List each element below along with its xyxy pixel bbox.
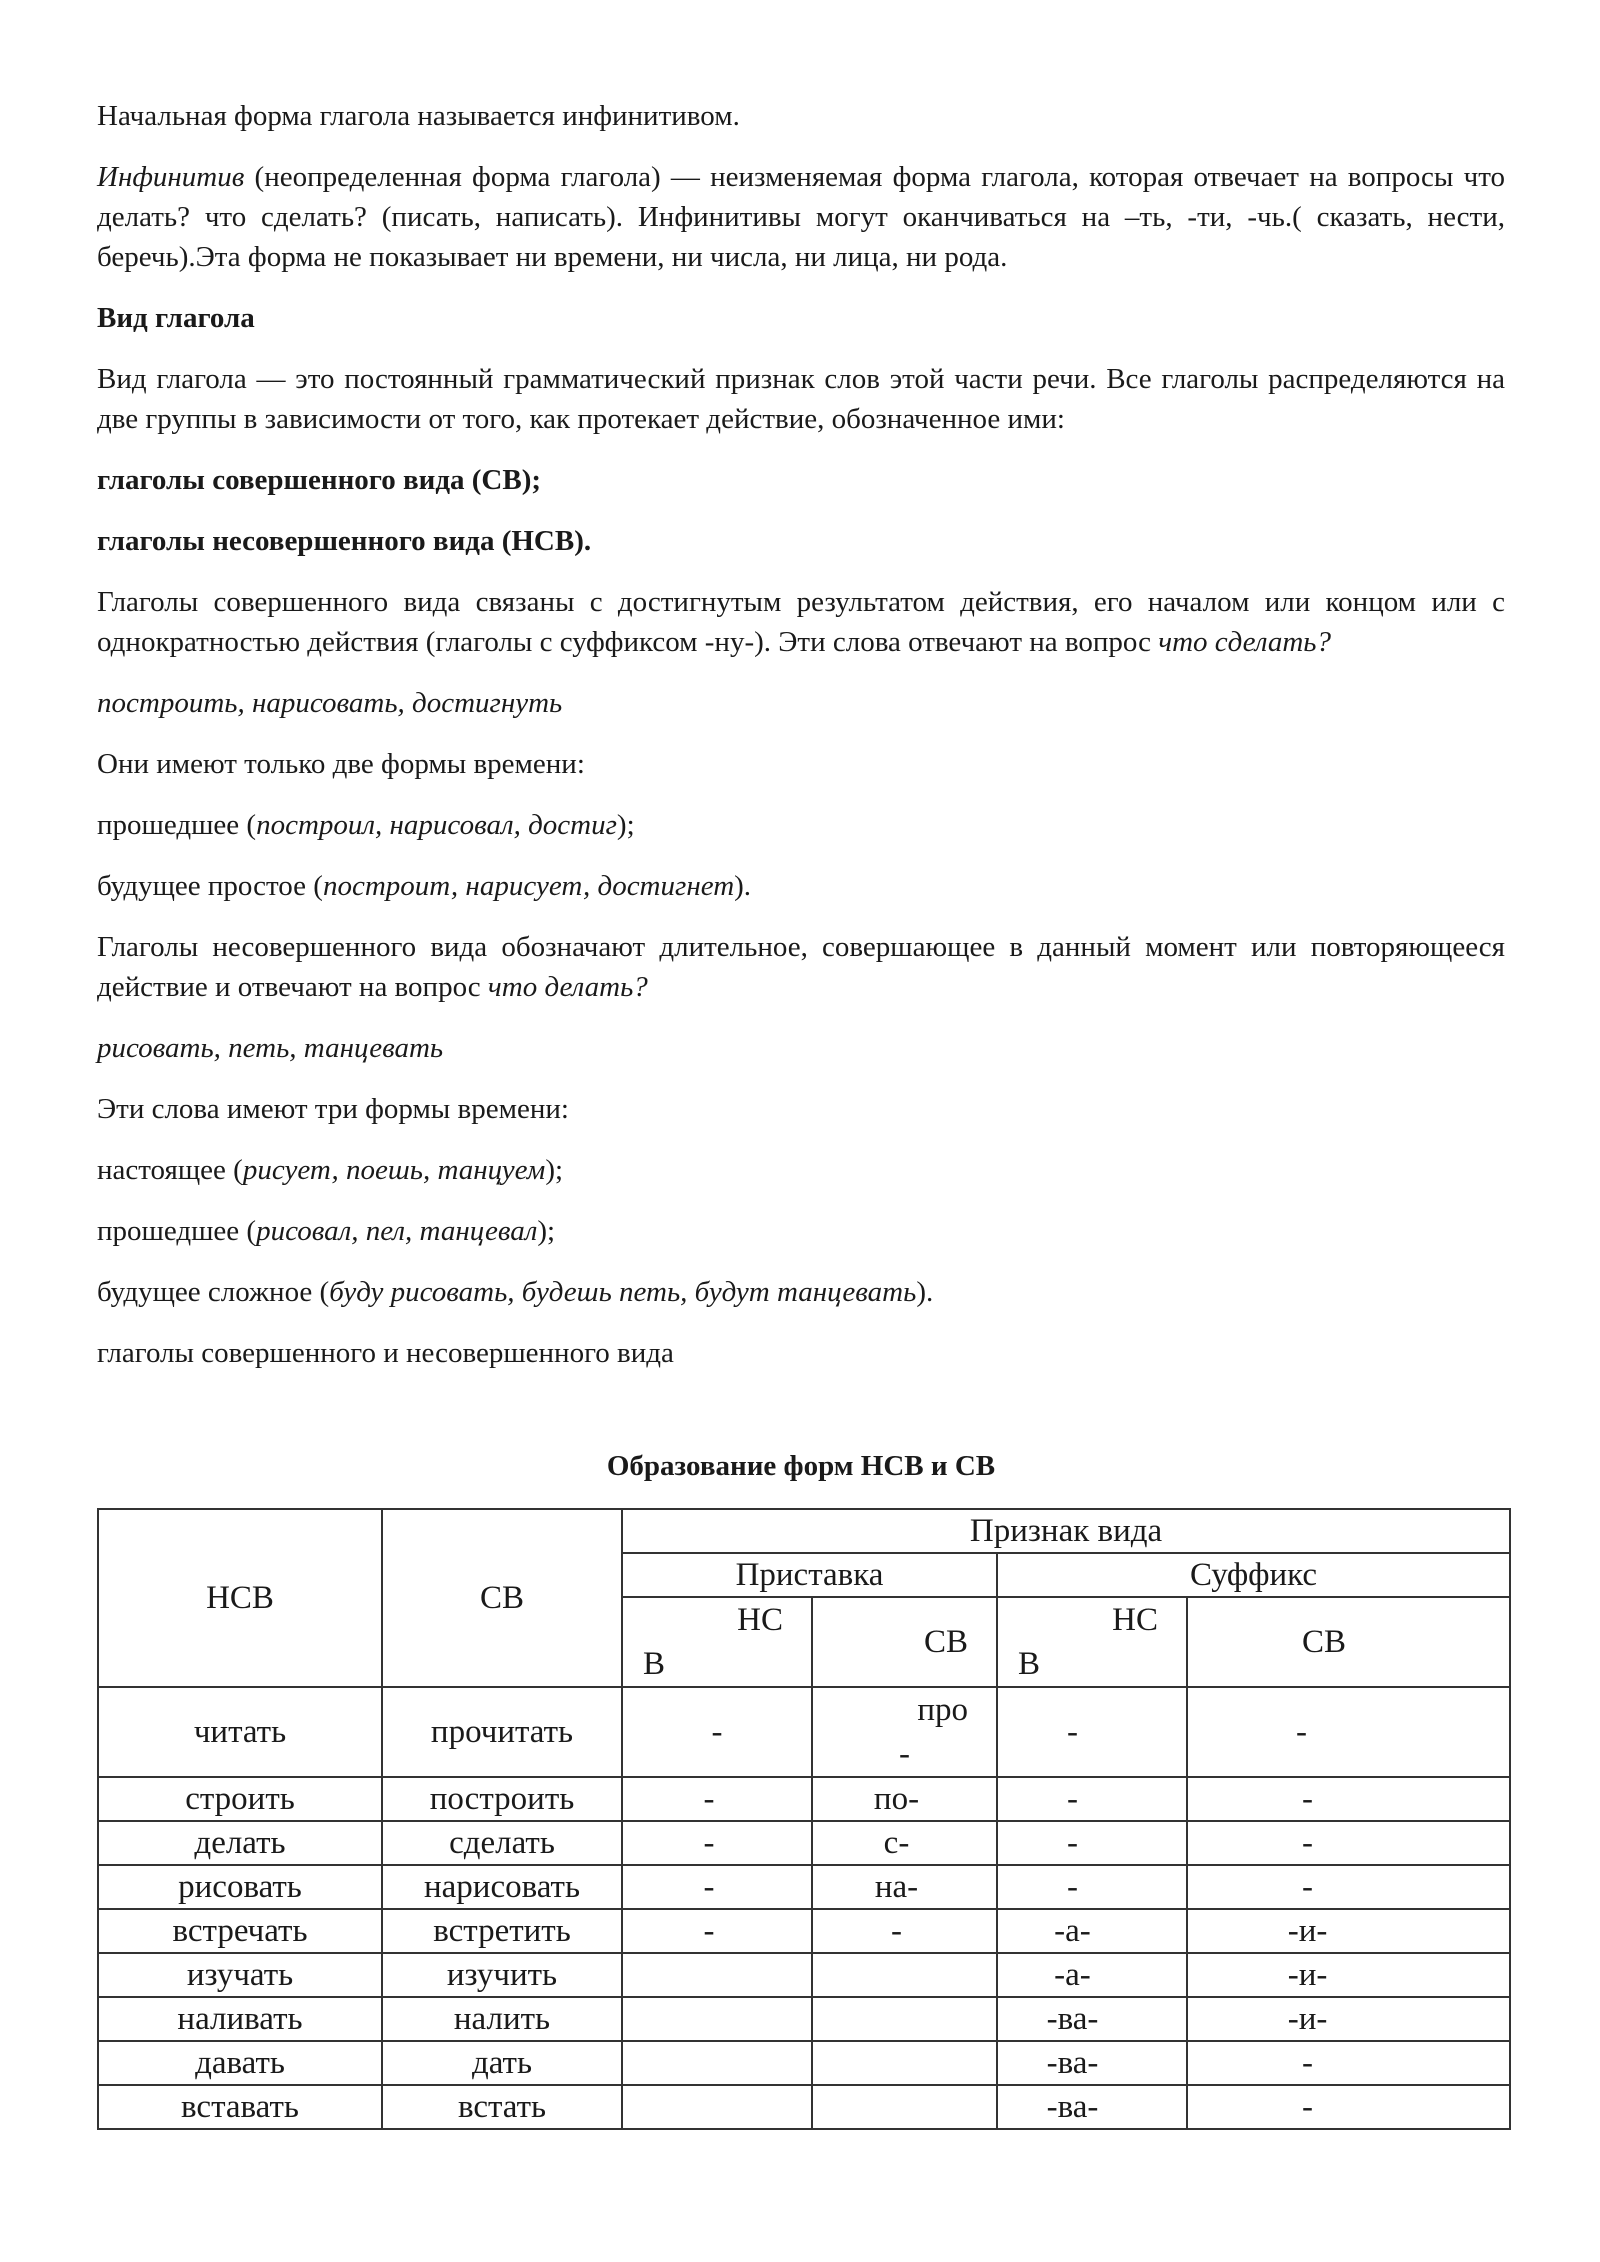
header-sv-part: СВ <box>1302 1624 1347 1660</box>
cell-nsv: давать <box>98 2041 382 2085</box>
imperfective-examples: рисовать, петь, танцевать <box>97 1032 444 1064</box>
cell-suffix-nsv: - <box>997 1777 1187 1821</box>
cell-suffix-nsv: -ва- <box>997 1997 1187 2041</box>
infinitive-definition-text: (неопределенная форма глагола) — неизменяемая форма глагола, которая отвечает на вопросы что делать? что сделать? (писать, написать). Инфинитивы могут оканчиваться на –ть, -ти, -чь.( сказать, нести, беречь).Эта форма не показывает ни времени, ни числа, ни лица, ни рода. <box>97 161 1505 273</box>
header-prefix-sv <box>812 1597 997 1687</box>
cell-prefix-sv <box>812 1953 997 1997</box>
table-row <box>98 1777 1510 1821</box>
imperfective-present-tense <box>97 1150 1505 1190</box>
aspect-pairs-caption: глаголы совершенного и несовершенного вида <box>97 1337 674 1369</box>
tense-end: ). <box>734 870 752 902</box>
tense-examples: построил, нарисовал, достиг <box>256 809 617 841</box>
cell-prefix-nsv <box>622 1953 812 1997</box>
cell-suffix-nsv: - <box>997 1687 1187 1777</box>
imperfective-future-tense <box>97 1272 1505 1312</box>
header-nsv: НСВ <box>98 1509 382 1687</box>
perfective-examples: построить, нарисовать, достигнуть <box>97 687 563 719</box>
imperfective-past-tense <box>97 1211 1505 1251</box>
cell-prefix-sv: - <box>812 1909 997 1953</box>
paragraph-infinitive-definition <box>97 157 1505 277</box>
tense-examples: буду рисовать, будешь петь, будут танцевать <box>329 1276 917 1308</box>
cell-nsv: читать <box>98 1687 382 1777</box>
tense-examples: рисовал, пел, танцевал <box>256 1215 538 1247</box>
cell-nsv: рисовать <box>98 1865 382 1909</box>
cell-suffix-sv: -и- <box>1187 1997 1510 2041</box>
cell-prefix-nsv: - <box>622 1865 812 1909</box>
cell-prefix-nsv <box>622 2085 812 2129</box>
header-prefix: Приставка <box>622 1553 997 1597</box>
cell-suffix-nsv: - <box>997 1865 1187 1909</box>
perfective-tenses-intro: Они имеют только две формы времени: <box>97 748 585 780</box>
cell-prefix-sv: по- <box>812 1777 997 1821</box>
cell-suffix-nsv: -а- <box>997 1909 1187 1953</box>
paragraph-infinitive-intro: Начальная форма глагола называется инфинитивом. <box>97 100 740 132</box>
table-title: Образование форм НСВ и СВ <box>606 1450 996 1482</box>
header-ns-part: НС <box>1112 1602 1158 1638</box>
header-suffix-nsv <box>997 1597 1187 1687</box>
perfective-past-tense <box>97 805 1505 845</box>
cell-sv: изучить <box>382 1953 622 1997</box>
tense-label: будущее простое ( <box>97 870 323 902</box>
tense-end: ); <box>545 1154 564 1186</box>
cell-prefix-sv <box>812 2085 997 2129</box>
term-infinitive: Инфинитив <box>97 161 245 193</box>
cell-nsv: строить <box>98 1777 382 1821</box>
tense-label: прошедшее ( <box>97 809 257 841</box>
tense-end: ); <box>537 1215 556 1247</box>
cell-prefix-sv <box>812 1997 997 2041</box>
cell-prefix-nsv: - <box>622 1687 812 1777</box>
cell-suffix-sv: - <box>1187 1687 1510 1777</box>
cell-prefix-sv: на- <box>812 1865 997 1909</box>
cell-suffix-sv: - <box>1187 1777 1510 1821</box>
cell-sv: дать <box>382 2041 622 2085</box>
header-ns-part: НС <box>737 1602 783 1638</box>
imperfective-tenses-intro: Эти слова имеют три формы времени: <box>97 1093 569 1125</box>
table-row <box>98 2085 1510 2129</box>
cell-nsv: делать <box>98 1821 382 1865</box>
cell-sv: прочитать <box>382 1687 622 1777</box>
header-sv: СВ <box>382 1509 622 1687</box>
cell-nsv: вставать <box>98 2085 382 2129</box>
cell-sv: налить <box>382 1997 622 2041</box>
cell-suffix-sv: -и- <box>1187 1909 1510 1953</box>
cell-suffix-sv: - <box>1187 2041 1510 2085</box>
cell-sv: сделать <box>382 1821 622 1865</box>
tense-examples: построит, нарисует, достигнет <box>322 870 735 902</box>
cell-prefix-nsv <box>622 2041 812 2085</box>
perfective-question: что сделать? <box>1158 626 1331 658</box>
table-row <box>98 1909 1510 1953</box>
cell-prefix-sv <box>812 1687 997 1777</box>
header-aspect-sign: Признак вида <box>622 1509 1510 1553</box>
imperfective-description-text: Глаголы несовершенного вида обозначают длительное, совершающее в данный момент или повторяющееся действие и отвечают на вопрос <box>97 931 1505 1003</box>
cell-suffix-nsv: - <box>997 1821 1187 1865</box>
cell-nsv: изучать <box>98 1953 382 1997</box>
tense-end: ). <box>916 1276 934 1308</box>
perfective-future-tense <box>97 866 1505 906</box>
cell-suffix-nsv: -а- <box>997 1953 1187 1997</box>
tense-label: будущее сложное ( <box>97 1276 330 1308</box>
cell-sv: встать <box>382 2085 622 2129</box>
table-row <box>98 1821 1510 1865</box>
cell-suffix-sv: - <box>1187 2085 1510 2129</box>
cell-suffix-sv: - <box>1187 1821 1510 1865</box>
table-row <box>98 1953 1510 1997</box>
paragraph-aspect-definition: Вид глагола — это постоянный грамматический признак слов этой части речи. Все глаголы распределяются на две группы в зависимости от того, как протекает действие, обозначенное ими: <box>97 363 1505 435</box>
cell-prefix-nsv: - <box>622 1777 812 1821</box>
cell-suffix-nsv: -ва- <box>997 2085 1187 2129</box>
cell-suffix-nsv: -ва- <box>997 2041 1187 2085</box>
imperfective-group-label: глаголы несовершенного вида (НСВ). <box>97 525 592 557</box>
aspect-formation-table <box>97 1508 1511 2130</box>
heading-verb-aspect: Вид глагола <box>97 302 255 334</box>
cell-suffix-sv: - <box>1187 1865 1510 1909</box>
prefix-dash: - <box>899 1736 910 1772</box>
cell-prefix-nsv: - <box>622 1909 812 1953</box>
cell-nsv: встречать <box>98 1909 382 1953</box>
cell-sv: построить <box>382 1777 622 1821</box>
header-sv-part: СВ <box>923 1624 968 1660</box>
tense-end: ); <box>616 809 635 841</box>
cell-suffix-sv: -и- <box>1187 1953 1510 1997</box>
table-row <box>98 1997 1510 2041</box>
cell-prefix-nsv <box>622 1997 812 2041</box>
prefix-part: про <box>917 1692 968 1728</box>
header-v-part: В <box>1018 1646 1041 1682</box>
header-suffix-sv <box>1187 1597 1510 1687</box>
imperfective-question: что делать? <box>487 971 648 1003</box>
tense-label: настоящее ( <box>97 1154 243 1186</box>
table-header-row <box>98 1509 1510 1553</box>
header-prefix-nsv <box>622 1597 812 1687</box>
header-v-part: В <box>643 1646 666 1682</box>
document-body <box>97 96 1505 1394</box>
tense-label: прошедшее ( <box>97 1215 257 1247</box>
perfective-description-text: Глаголы совершенного вида связаны с достигнутым результатом действия, его началом или концом или с однократностью действия (глаголы с суффиксом -ну-). Эти слова отвечают на вопрос <box>97 586 1505 658</box>
tense-examples: рисует, поешь, танцуем <box>242 1154 546 1186</box>
cell-sv: встретить <box>382 1909 622 1953</box>
table-row <box>98 1865 1510 1909</box>
cell-nsv: наливать <box>98 1997 382 2041</box>
table-row <box>98 1687 1510 1777</box>
header-suffix: Суффикс <box>997 1553 1510 1597</box>
cell-prefix-sv <box>812 2041 997 2085</box>
cell-prefix-sv: с- <box>812 1821 997 1865</box>
paragraph-imperfective-description <box>97 927 1505 1007</box>
table-row <box>98 2041 1510 2085</box>
cell-sv: нарисовать <box>382 1865 622 1909</box>
paragraph-perfective-description <box>97 582 1505 662</box>
cell-prefix-nsv: - <box>622 1821 812 1865</box>
perfective-group-label: глаголы совершенного вида (СВ); <box>97 464 542 496</box>
